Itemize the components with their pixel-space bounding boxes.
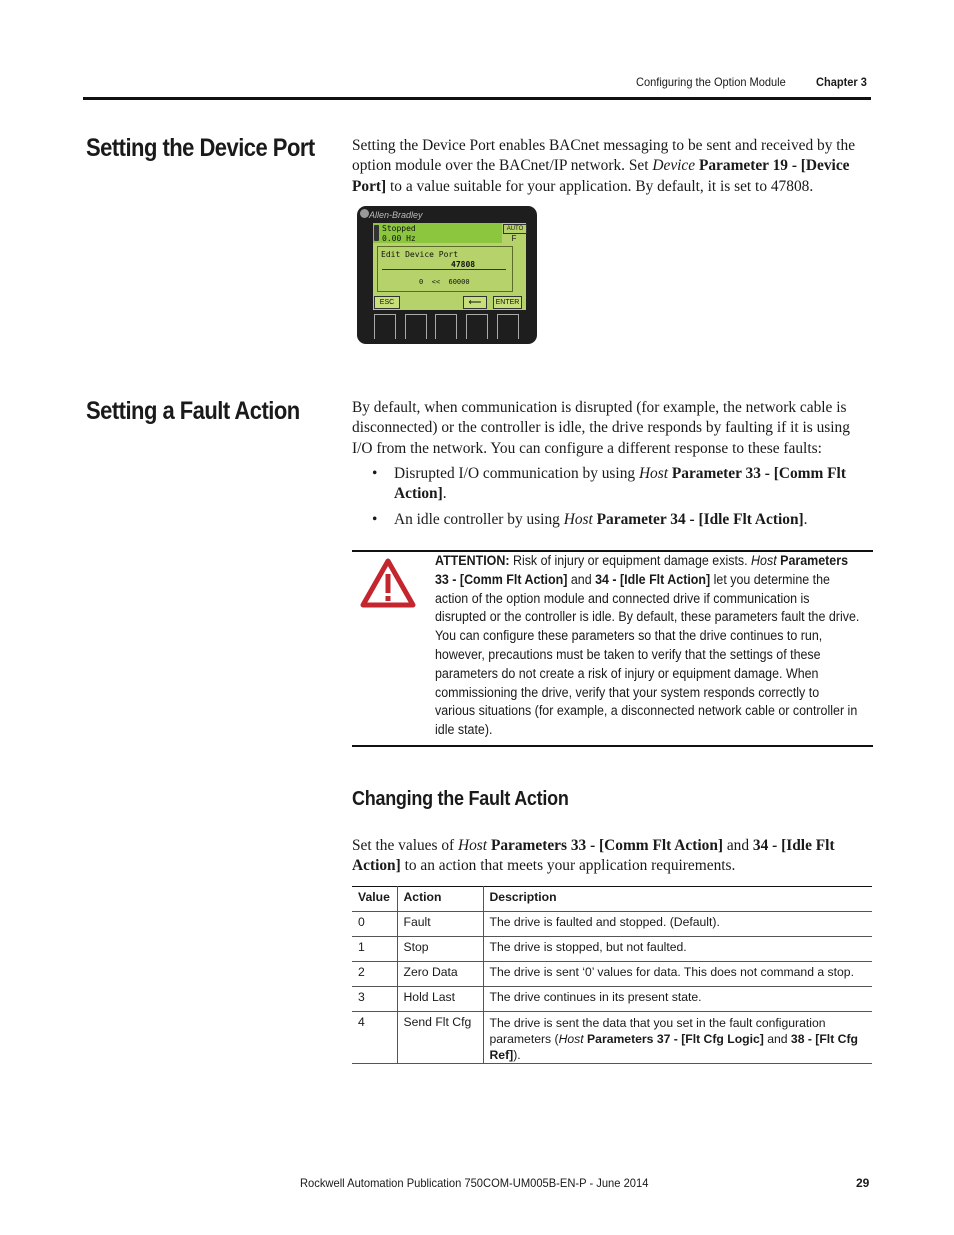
keypad-status-bar	[373, 223, 502, 243]
battery-icon	[374, 225, 379, 241]
cell-value: 3	[352, 987, 397, 1012]
host-term: Host	[458, 837, 488, 854]
device-port-paragraph	[352, 136, 874, 197]
heading-device-port: Setting the Device Port	[86, 134, 315, 162]
host-term: Host	[563, 510, 593, 528]
param-ref: 38 - [Flt Cfg Ref]	[489, 1032, 858, 1062]
heading-fault-action: Setting a Fault Action	[86, 397, 300, 425]
param-ref: Parameter 33 - [Comm Flt Action]	[394, 465, 846, 503]
changing-paragraph	[352, 836, 874, 877]
param-ref: 34 - [Idle Flt Action]	[595, 571, 711, 587]
cell-value: 0	[352, 912, 397, 937]
text: Set the values of	[352, 837, 458, 854]
bullet-item	[372, 510, 872, 530]
running-header-title: Configuring the Option Module	[636, 75, 786, 89]
text: ).	[513, 1048, 521, 1062]
keypad-esc-button[interactable]: ESC	[374, 296, 400, 309]
keypad-enter-button[interactable]: ENTER	[493, 296, 522, 309]
text: to a value suitable for your application. By default, it is set to 47808.	[386, 177, 814, 195]
text: let you determine the action of the option module and connected drive if communication is disrupted or the controller is idle. By default, these parameters fault the drive. You can configure these parameters so that the drive continues to run, however, precautions must be taken to verify that the settings of these parameters do not create a risk of injury or equipment damage. When commissioning the drive, verify that your system responds correctly to various situations (for example, a disconnected network cable or controller in idle state).	[435, 571, 860, 738]
cell-value: 4	[352, 1012, 397, 1064]
table-row	[352, 912, 872, 937]
softkey-4[interactable]	[466, 314, 488, 339]
host-term: Device	[652, 157, 696, 175]
text: .	[803, 510, 808, 528]
cell-description	[483, 1012, 872, 1064]
footer-publication: Rockwell Automation Publication 750COM-UM005B-EN-P - June 2014	[300, 1176, 649, 1190]
col-header-description: Description	[483, 887, 872, 912]
bullet-item	[372, 464, 872, 505]
text: The drive is sent the data that you set in the fault configuration parameters (	[489, 1016, 826, 1046]
keypad-edit-title: Edit Device Port	[381, 250, 459, 259]
bullet-dot: •	[372, 510, 378, 528]
keypad-edit-range: 0 << 60000	[419, 278, 470, 286]
param-ref: Parameters 33 - [Comm Flt Action]	[435, 553, 849, 587]
keypad-back-button[interactable]: ⟵	[463, 296, 487, 309]
cell-value: 1	[352, 937, 397, 962]
text: and	[763, 1032, 791, 1046]
param-ref: 34 - [Idle Flt Action]	[352, 837, 835, 875]
text: and	[567, 571, 596, 587]
col-header-value: Value	[352, 887, 397, 912]
param-ref: Parameters 37 - [Flt Cfg Logic]	[587, 1032, 764, 1046]
him-keypad-image	[357, 206, 537, 344]
cell-action: Zero Data	[397, 962, 483, 987]
param-ref: Parameter 34 - [Idle Flt Action]	[596, 510, 804, 528]
table-row	[352, 1012, 872, 1064]
keypad-fault-indicator: F	[511, 234, 517, 243]
warning-triangle-icon	[359, 557, 417, 609]
table-header-row	[352, 887, 872, 912]
cell-action: Hold Last	[397, 987, 483, 1012]
cell-description: The drive is faulted and stopped. (Default).	[483, 912, 872, 937]
param-ref: Parameter 19 - [Device Port]	[352, 157, 850, 195]
text: and	[723, 837, 753, 854]
text: Setting the Device Port enables BACnet messaging to be sent and received by the option module over the BACnet/IP network. Set	[352, 137, 856, 175]
ab-logo-icon	[360, 209, 369, 218]
header-rule	[83, 97, 871, 100]
col-header-action: Action	[397, 887, 483, 912]
page-number: 29	[856, 1176, 870, 1190]
text: .	[442, 485, 447, 503]
keypad-value-underline	[382, 269, 506, 270]
cell-value: 2	[352, 962, 397, 987]
text: Disrupted I/O communication by using	[394, 465, 639, 482]
text: Risk of injury or equipment damage exists.	[509, 553, 752, 568]
param-ref: Parameters 33 - [Comm Flt Action]	[490, 837, 723, 854]
text: An idle controller by using	[394, 510, 564, 528]
keypad-lcd	[373, 223, 526, 310]
attention-label: ATTENTION:	[435, 553, 510, 568]
cell-action: Stop	[397, 937, 483, 962]
keypad-brand: Allen-Bradley	[369, 210, 423, 220]
attention-text	[435, 552, 861, 740]
softkey-5[interactable]	[497, 314, 519, 339]
keypad-status-line2: 0.00 Hz	[382, 234, 416, 243]
running-header-chapter: Chapter 3	[816, 75, 867, 89]
table-row	[352, 987, 872, 1012]
intro-text: By default, when communication is disrupted (for example, the network cable is disconnected) or the controller is idle, the drive responds by faulting if it is using I/O from the network. You can configure a different response to these faults:	[352, 399, 850, 457]
fault-action-table	[352, 886, 872, 1064]
table-row	[352, 962, 872, 987]
cell-description: The drive is stopped, but not faulted.	[483, 937, 872, 962]
cell-action: Send Flt Cfg	[397, 1012, 483, 1064]
keypad-status-line1: Stopped	[382, 224, 416, 233]
host-term: Host	[638, 465, 669, 482]
host-term: Host	[558, 1032, 584, 1046]
softkey-3[interactable]	[435, 314, 457, 339]
text: to an action that meets your application requirements.	[400, 857, 736, 875]
keypad-edit-value: 47808	[451, 260, 476, 269]
cell-description: The drive is sent ‘0’ values for data. This does not command a stop.	[483, 962, 872, 987]
heading-changing-fault-action: Changing the Fault Action	[352, 788, 569, 810]
fault-action-bullets	[372, 464, 872, 530]
attention-bottom-rule	[352, 745, 873, 747]
softkey-1[interactable]	[374, 314, 396, 339]
host-term: Host	[751, 553, 777, 568]
cell-description: The drive continues in its present state.	[483, 987, 872, 1012]
keypad-mode: AUTO	[503, 224, 527, 234]
fault-action-intro	[352, 398, 874, 459]
softkey-2[interactable]	[405, 314, 427, 339]
cell-action: Fault	[397, 912, 483, 937]
table-row	[352, 937, 872, 962]
bullet-dot: •	[372, 465, 378, 482]
